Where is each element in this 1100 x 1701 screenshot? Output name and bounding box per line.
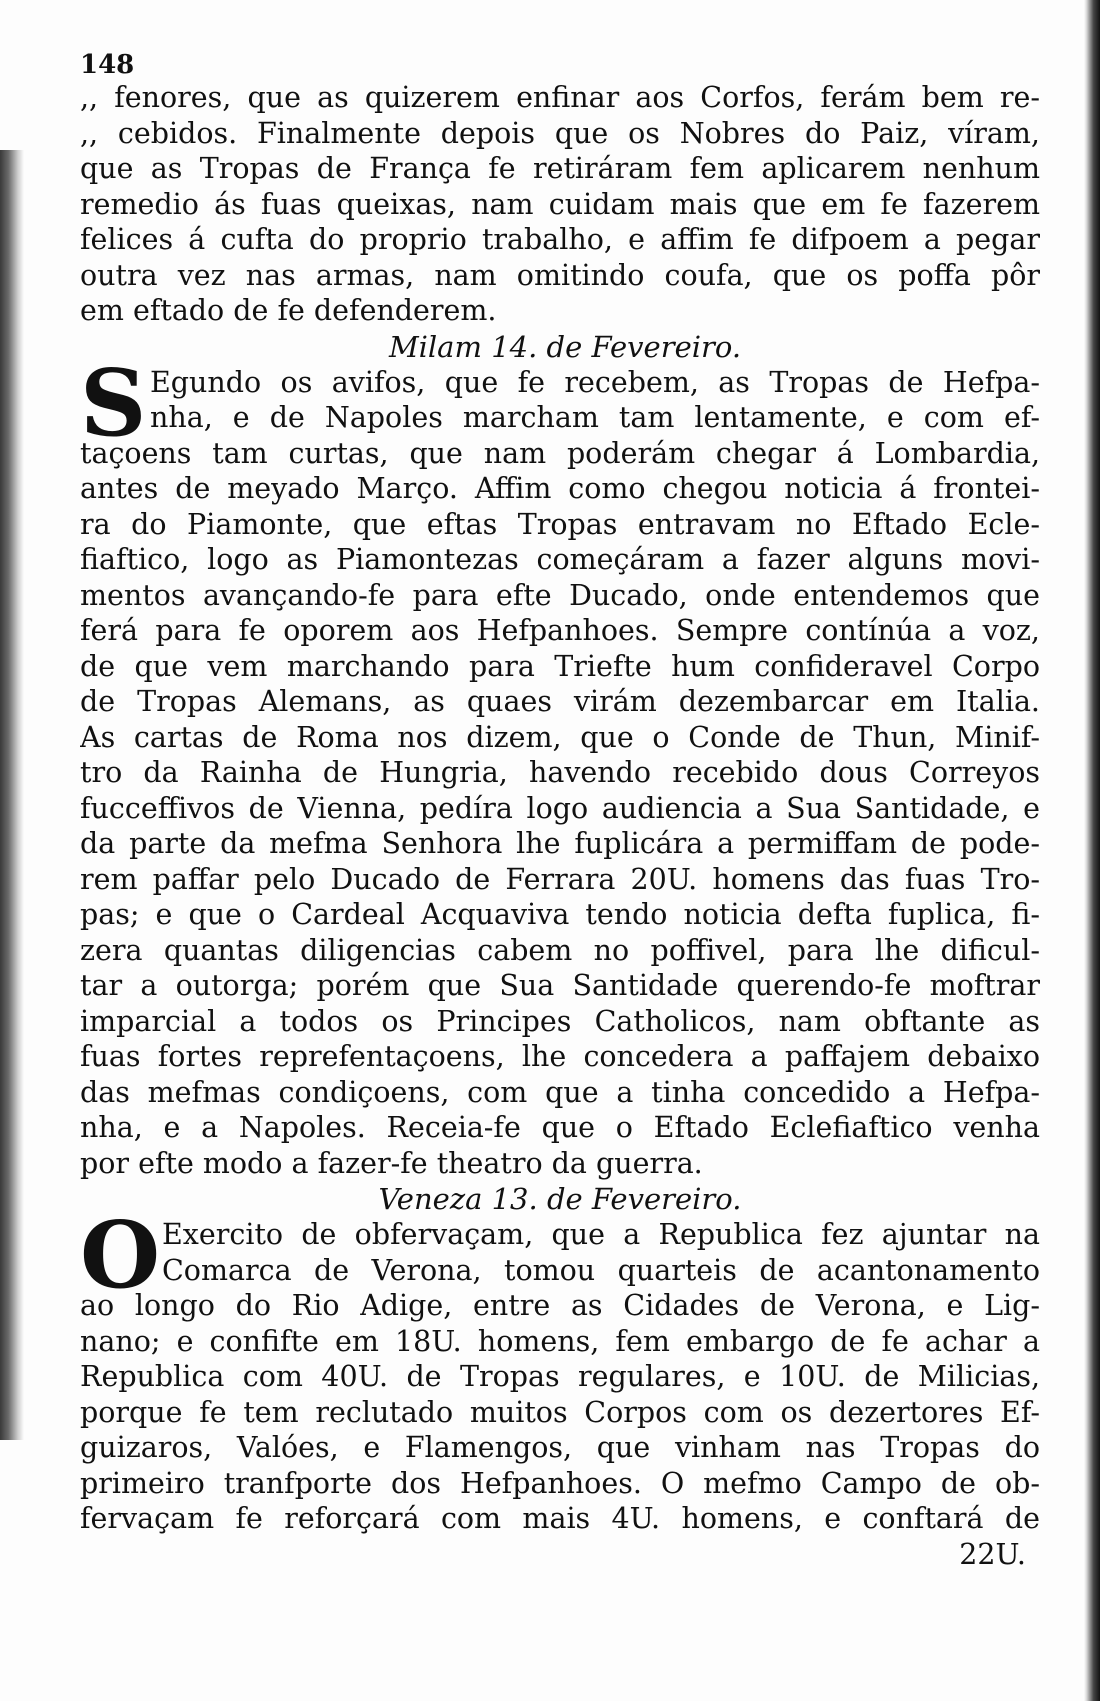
dateline-milam: Milam 14. de Fevereiro. (388, 329, 742, 364)
text-line: taçoens tam curtas, que nam poderám chegar á Lombardia, (80, 436, 1040, 470)
text-line: zera quantas diligencias cabem no poffivel, para lhe dificul- (80, 933, 1040, 967)
drop-cap: S (80, 348, 147, 457)
text-line: ferá para fe oporem aos Hefpanhoes. Sempre contínúa a voz, (80, 614, 1040, 647)
text-line: outra vez nas armas, nam omitindo coufa, que os poffa pôr (80, 258, 1040, 292)
page-edge-shadow (1084, 0, 1100, 1701)
text-line: tar a outorga; porém que Sua Santidade querendo-fe moftrar (80, 969, 1040, 1002)
text-line: primeiro tranfporte dos Hefpanhoes. O mefmo Campo de ob- (80, 1466, 1040, 1500)
page-number: 148 (80, 50, 135, 80)
drop-cap: O (80, 1201, 161, 1309)
text-line: fiaftico, logo as Piamontezas começáram a fazer alguns movi- (80, 543, 1040, 576)
page-text (80, 50, 1040, 1573)
text-line: ao longo do Rio Adige, entre as Cidades de Verona, e Lig- (80, 1289, 1040, 1322)
text-line: de Tropas Alemans, as quaes virám dezembarcar em Italia. (80, 685, 1040, 718)
continuation-paragraph (80, 80, 1040, 329)
text-line: Egundo os avifos, que fe recebem, as Tropas de Hefpa- (150, 365, 1040, 399)
text-line: antes de meyado Março. Affim como chegou noticia á frontei- (80, 472, 1040, 505)
text-line: da parte da mefma Senhora lhe fuplicára a permiffam de pode- (80, 827, 1040, 860)
text-line: fucceffivos de Vienna, pedíra logo audiencia a Sua Santidade, e (80, 791, 1040, 825)
text-line: porque fe tem reclutado muitos Corpos com os dezertores Ef- (80, 1395, 1040, 1429)
text-line: de que vem marchando para Triefte hum confideravel Corpo (80, 649, 1040, 683)
text-line: pas; e que o Cardeal Acquaviva tendo noticia defta fuplica, fi- (80, 898, 1040, 931)
text-line: nano; e confifte em 18U. homens, fem embargo de fe achar a (80, 1324, 1040, 1358)
text-line: rem paffar pelo Ducado de Ferrara 20U. homens das fuas Tro- (80, 862, 1040, 896)
veneza-paragraph (80, 1201, 1040, 1537)
text-line: guizaros, Valóes, e Flamengos, que vinham nas Tropas do (80, 1431, 1040, 1464)
text-line: felices á cufta do proprio trabalho, e affim fe difpoem a pegar (80, 223, 1040, 256)
text-line: fervaçam fe reforçará com mais 4U. homens, e conftará de (80, 1502, 1040, 1535)
text-line: ra do Piamonte, que eftas Tropas entravam no Eftado Ecle- (80, 507, 1040, 541)
text-line: Exercito de obfervaçam, que a Republica fez ajuntar na (162, 1218, 1040, 1251)
text-line: ,, fenores, que as quizerem enfinar aos Corfos, ferám bem re- (80, 81, 1040, 114)
text-line: tro da Rainha de Hungria, havendo recebido dous Correyos (80, 756, 1040, 789)
text-line: por efte modo a fazer-fe theatro da guerra. (80, 1146, 703, 1180)
catchword: 22U. (959, 1537, 1026, 1571)
text-line: nha, e a Napoles. Receia-fe que o Eftado Eclefiaftico venha (80, 1111, 1040, 1144)
page-gutter-shadow (0, 150, 24, 1440)
text-line: nha, e de Napoles marcham tam lentamente, e com ef- (150, 401, 1040, 434)
text-line: remedio ás fuas queixas, nam cuidam mais que em fe fazerem (80, 187, 1040, 221)
text-line: mentos avançando-fe para efte Ducado, onde entendemos que (80, 578, 1040, 612)
text-line: em eftado de fe defenderem. (80, 294, 497, 327)
text-line: ,, cebidos. Finalmente depois que os Nobres do Paiz, víram, (80, 116, 1040, 150)
text-line: que as Tropas de França fe retiráram fem aplicarem nenhum (80, 152, 1040, 185)
text-line: fuas fortes reprefentaçoens, lhe concedera a paffajem debaixo (80, 1040, 1040, 1073)
text-line: Republica com 40U. de Tropas regulares, e 10U. de Milicias, (80, 1360, 1040, 1393)
text-line: Comarca de Verona, tomou quarteis de acantonamento (162, 1253, 1040, 1287)
text-line: As cartas de Roma nos dizem, que o Conde de Thun, Minif- (80, 720, 1040, 754)
dateline-veneza: Veneza 13. de Fevereiro. (378, 1182, 742, 1216)
text-line: imparcial a todos os Principes Catholicos, nam obftante as (80, 1004, 1040, 1038)
milam-paragraph (80, 348, 1040, 1182)
text-line: das mefmas condiçoens, com que a tinha concedido a Hefpa- (80, 1075, 1040, 1109)
